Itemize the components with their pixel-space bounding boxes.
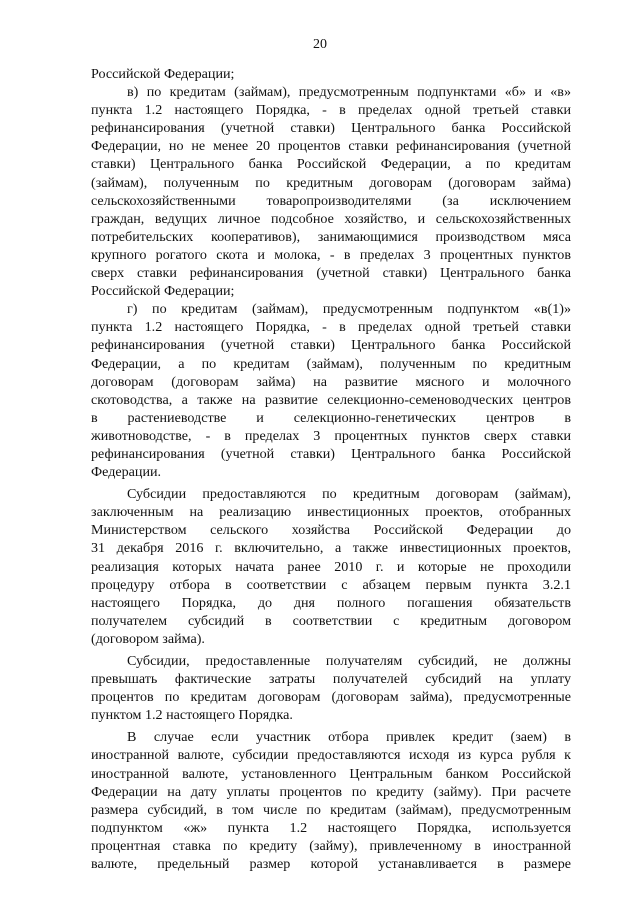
- text-line: сельскохозяйственными товаропроизводителями (за исключением: [91, 192, 571, 209]
- text-line: получателем субсидий в соответствии с кредитным договором: [91, 612, 571, 629]
- text-line: пункта 1.2 настоящего Порядка, - в пределах одной третьей ставки: [91, 102, 571, 119]
- text-line: в растениеводстве и селекционно-генетических центров в: [91, 409, 571, 426]
- text-line: договорам (договорам займа) на развитие мясного и молочного: [91, 373, 571, 390]
- text-line: Российской Федерации;: [91, 66, 235, 82]
- text-line: подпунктом «ж» пункта 1.2 настоящего Порядка, используется: [91, 819, 571, 836]
- text-line: Субсидии предоставляются по кредитным договорам (займам),: [127, 486, 571, 503]
- text-line: животноводстве, - в пределах 3 процентных пунктов сверх ставки: [91, 427, 571, 444]
- text-line: рефинансирования (учетной ставки) Центрального банка Российской: [91, 445, 571, 462]
- text-line: (займам), полученным по кредитным договорам (договорам займа): [91, 174, 571, 191]
- body-text: [91, 65, 571, 873]
- text-line: заключенным на реализацию инвестиционных проектов, отобранных: [91, 504, 571, 521]
- text-line: Федерации, но не менее 20 процентов ставки рефинансирования (учетной: [91, 138, 571, 155]
- text-line: Федерации.: [91, 464, 162, 481]
- text-line: Федерации на дату уплаты процентов по кредиту (займу). При расчете: [91, 783, 571, 800]
- text-line: Субсидии, предоставленные получателям субсидий, не должны: [127, 653, 571, 669]
- text-line: пункта 1.2 настоящего Порядка, - в пределах одной третьей ставки: [91, 319, 571, 336]
- text-line: валюте, предельный размер которой устанавливается в размере: [91, 856, 571, 873]
- text-line: (договором займа).: [91, 630, 205, 647]
- text-line: крупного рогатого скота и молока, - в пределах 3 процентных пунктов: [91, 246, 571, 263]
- text-line: иностранной валюте, субсидии предоставляются исходя из курса рубля к: [91, 747, 571, 764]
- text-line: В случае если участник отбора привлек кредит (заем) в: [127, 729, 571, 746]
- text-line: сверх ставки рефинансирования (учетной ставки) Центрального банка: [91, 265, 571, 282]
- text-line: рефинансирования (учетной ставки) Центрального банка Российской: [91, 337, 571, 354]
- text-line: Федерации, а по кредитам (займам), полученным по кредитным: [91, 355, 571, 372]
- text-line: Министерством сельского хозяйства Российской Федерации до: [91, 522, 571, 539]
- text-line: потребительских кооперативов), занимающимися производством мяса: [91, 228, 571, 245]
- text-line: ставки) Центрального банка Российской Федерации, а по кредитам: [91, 156, 571, 173]
- text-line: процедуру отбора в соответствии с абзацем первым пункта 3.2.1: [91, 576, 571, 593]
- text-line: рефинансирования (учетной ставки) Центрального банка Российской: [91, 120, 571, 137]
- text-line: настоящего Порядка, до дня полного погашения обязательств: [91, 594, 571, 611]
- text-line: реализация которых начата ранее 2010 г. и которые не проходили: [91, 558, 571, 575]
- page-number: 20: [313, 37, 327, 52]
- text-line: г) по кредитам (займам), предусмотренным подпунктом «в(1)»: [127, 301, 571, 318]
- text-line: в) по кредитам (займам), предусмотренным подпунктами «б» и «в»: [127, 84, 571, 101]
- text-line: иностранной валюте, установленного Центральным банком Российской: [91, 765, 571, 782]
- text-line: Российской Федерации;: [91, 283, 235, 300]
- text-line: 31 декабря 2016 г. включительно, а также инвестиционных проектов,: [91, 540, 571, 557]
- text-line: процентная ставка по кредиту (займу), привлеченному в иностранной: [91, 837, 571, 854]
- text-line: размера субсидий, в том числе по кредитам (займам), предусмотренным: [91, 801, 571, 818]
- text-line: процентов по кредитам договорам (договорам займа), предусмотренные: [91, 689, 571, 706]
- text-line: скотоводства, а также на развитие селекционно-семеноводческих центров: [91, 391, 571, 408]
- text-line: граждан, ведущих личное подсобное хозяйство, и сельскохозяйственных: [91, 210, 571, 227]
- text-line: пунктом 1.2 настоящего Порядка.: [91, 707, 293, 724]
- text-line: превышать фактические затраты получателей субсидий на уплату: [91, 671, 571, 688]
